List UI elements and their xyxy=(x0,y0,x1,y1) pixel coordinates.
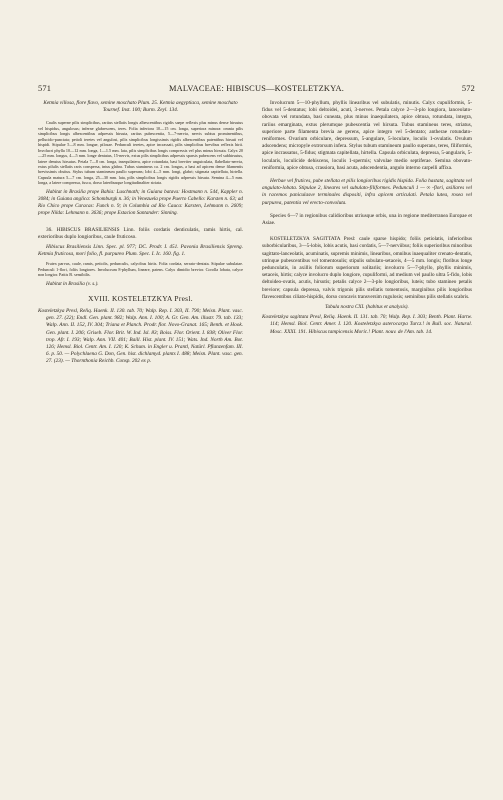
species-description-2: Frutex parvus, caule, ramis, petiolis, pedunculis, calycibus hirtis. Folia cordata, serrato-dentata. Stipulae subulatae. Pedunculi 1-flori, foliis longiores. Involucrum 8-phyllum, lineare, patens. Calyx dimidio brevior. Corolla lobata, calyce non longior. Pattis B. sensibilis. xyxy=(38,261,243,278)
species-sagittata: KOSTELETZKYA SAGITTATA Presl: caule sparse hispido; foliis petiolatis, inferioribus suborbicularibus, 3—5-lobis, lobis acutis, basi cordatis, 5—7-nerviibus; foliis superioribus minoribus sagittato-lanceolatis, acuminatis, supremis minimis, linearibus, omnibus inaequaliter crenato-dentatis, utrinque pubescentibus vel tomentosulis; stipulis subulato-setaceis, 4—5 mm. longis; floribus longe pedunculatis, in axillis foliorum superiorum solitariis; involucro 5—7-phyllo, phyllis minimis, setaceis, hirtis; calyce involucro duplo longiore, cupuliformi, ad medium vel paullo ultra 5-fido, lobis deltoideo-ovatis, acutis, hirsutis; petalis calyce 2—3-plo longioribus, luteis; tubo stamineo petalis breviore; capsula depressa, valvis trigonis pilis stellatis tomentosis, marginibus pilis longioribus flavescentibus ciliato-hispidis, dorso concavis transversim rugulosis; seminibus pilis stellatis scabris. xyxy=(262,236,472,300)
species-synonyms-right: Kosteletzkya sagittata Presl, Reliq. Haenk. II. 131. tab. 70; Walp. Rep. I. 303; Benth. Plant. Hartw. 114; Hemsl. Biol. Centr. Amer. I. 120. Kosteletzkya asterocarpa Turcz.! in Bull. soc. Natural. Mosc. XXXI. 191. Hibiscus tampicensis Moric.! Plant. nouv. de l'Am. tab. 14. xyxy=(262,314,472,335)
species-synonyms: Hibiscus Brasiliensis Linn. Spec. pl. 977; DC. Prodr. I. 451. Pavonia Brasiliensis Spreng. Ketmia fruticosa, mori folio, fl. purpureo Plum. Spec. I. Ic. 160. fig. 1. xyxy=(38,244,243,258)
page-number-left: 571 xyxy=(38,84,52,93)
genus-description: Involucrum 5—10-phyllum, phyllis linearibus vel subulatis, minutis. Calyx cupuliformis, 5-fidus vel 5-dentatus; lobi deltoidei, acuti, 3-nerves. Petala calyce 2—3-plo longiora, lanceolato-obovata vel rotundata, basi cuneata, plus minus inaequilatera, apice obtusa, rotundata, integra, rariius emarginata, extus plerumque pubescentia vel hirsuta. Tubus stamineus teres, striatus, superiore parte filamenta brevia ae gerens, apice integro vel 5-dentato; antherae rotundato-reniformes. Ovarium orbiculare, depressum, 5-angulare, 5-loculare, loculis 1-ovulatis. Ovulum adscendens; micropyle extrorsum infera. Stylus tubum stamineum paullo superans, teres, filiformis, apice incrassatus, 5-fidus; stigmata capitellata, hirtella. Capsula orbiculata, depressa, 5-angularis, 5-locularis, loculicide dehiscens, loculis 1-spermis; valvulae medio septiferae. Semina obovato-reniformia, apice obtusa, crassiora, basi acuta, adscendentia, angulo interno carpelli affixa. xyxy=(262,100,472,171)
species-description: Caulis superne pilis simplicibus, rariius stellatis longis albescentibus rigidis saepe reflexis plus minus dense hirsutus vel hispidus, angulosus; inferne glabrescens, teres. Folia inferiora 10—15 cm. longa, superiora minora: omnia pilis simplicibus longis albescentibus adpressis hirsuta, rariius pubescentia, 5—7-nervia, nervis subtus prominentibus, pellucido-punctata; petioli teretes vel angulosi, pilis simplicibus longissimis rigidis albescentibus patentibus hirsuti vel hispidi. Stipulae 5—8 mm. longae, pilosae. Pedunculi teretes, apice incrassati, pilis simplicibus brevibus reflexis hirti. Involucri phylla 10—12 mm. longa, 1—1.5 mm. lata, pilis simplicibus longis compressis vel plus minus hirsuta. Calyx 20—25 mm. longus, 4—5 mm. longe dentatus, 15-nervis, extus pilis simplicibus adpressis sparsis pubescens vel subhirsutus, latere densius hirsutus. Petala 7—8 cm. longa, insequilatera, apice rotundata, basi breviter unguiculata, flabellato-nervia, extus pilulis stellatis raris conspersa, intus glabra. Tubus stamineus ca. 2 cm. longus, a basi ad apicem dense filamentis brevissimis obsitus. Stylus tubum stamineum paullo superans; lobi 4—5 mm. longi, glabri; stigmata capitellata, hirtella. Capsula matura 5—7 cm. longa, 25—30 mm. lata, pilis simplicibus longis rigidis adpressis hirsuta. Semina 4—5 mm. longa, a latere compressa, fusca, dorso lateribusque longitudinaliter striata. xyxy=(38,120,243,186)
running-title: MALVACEAE: HIBISCUS—KOSTELETZKYA. xyxy=(168,84,345,93)
habit-paragraph: Herbae vel frutices, pube stellata et pilis longioribus rigidis hispida. Folia hastata, sagittata vel angulato-lobata. Stipulae 2, lineares vel subulato-filiformes. Pedunculi 1 — ∞ -flori, axillares vel in racemos paniculasve terminales dispositi, infra apicem articulati. Petala lutea, rosea vel purpurea, patentia vel erecto-convoluta. xyxy=(262,178,472,206)
right-column xyxy=(262,100,472,339)
habitat-paragraph-2: Habitat in Brasilia (v. s.). xyxy=(46,280,99,287)
species-count: Species 6—7 in regionibus calidioribus utriusque orbis, una in regione mediterranea Europae et Asiae. xyxy=(262,212,472,227)
synonym-block: Ketmia villosa, flore flavo, semine moschato Plum. 25. Ketmia aegyptiaca, semine moschato Tournef. Inst. 100; Burm. Zeyl. 134. xyxy=(43,100,238,114)
page-number-right: 572 xyxy=(461,84,475,93)
page-header xyxy=(38,84,475,98)
genus-citations: Kosteletzkya Presl, Reliq. Haenk. II. 130. tab. 70; Walp. Rep. I. 303, II. 790; Meisn. Plant. vasc. gen. 27. (22); Endl. Gen. plant. 982; Walp. Ann. I. 100; A. Gr. Gen. Am. illustr. 79. tab. 133; Walp. Ann. II. 152, IV. 304; Triana et Planch. Prodr. flor. Novo-Granat. 165; Benth. et Hook. Gen. plant. I. 206; Griseb. Flor. Brit. W. Ind. Isl. 83; Boiss. Flor. Orient. I. 838; Oliver Flor. trop. Afr. I. 193; Walp. Ann. VII. 401; Baill. Hist. plant. IV. 151; Wats. Ind. North Am. Bot. 126; Hemsl. Biol. Centr. Am. I. 120; K. Schum. in Engler u. Prantl, Natürl. Pflanzenfam. III. 6. p. 50. — Polychlaena G. Don, Gen. hist. dichlamyd. plants I. 488; Meisn. Plant. vasc. gen. 27. (23). — Thornthonia Reichb. Consp. 202 ex p. xyxy=(38,308,243,365)
habitat-paragraph: Habitat in Brasilia prope Bahia: Luschnath; in Guiana batava: Hostmann n. 544, Kappler n. 3084; in Guiana anglica: Schomburgk n. 36; in Venezuela prope Puerto Cabello: Karsten n. 63; ad Rio Chico prope Caracas: Funck n. 9; in Columbia ad Rio Cauca: Karsten, Lehmann n. 2609; prope Nilda: Lehmann n. 3636; prope Estacion Santander: Sinning. xyxy=(38,188,243,217)
genus-heading: XVIII. KOSTELETZKYA Presl. xyxy=(88,294,193,304)
species-heading: 36. HIBISCUS BRASILIENSIS Linn. foliis cordatis denticulatis, ramis hirtis, cal. exterioribus duplo longioribus, caule fruticoso. xyxy=(38,226,243,240)
plate-reference: Tabula nostra CXI. (habitus et analysis). xyxy=(325,304,409,311)
left-column xyxy=(38,100,243,369)
